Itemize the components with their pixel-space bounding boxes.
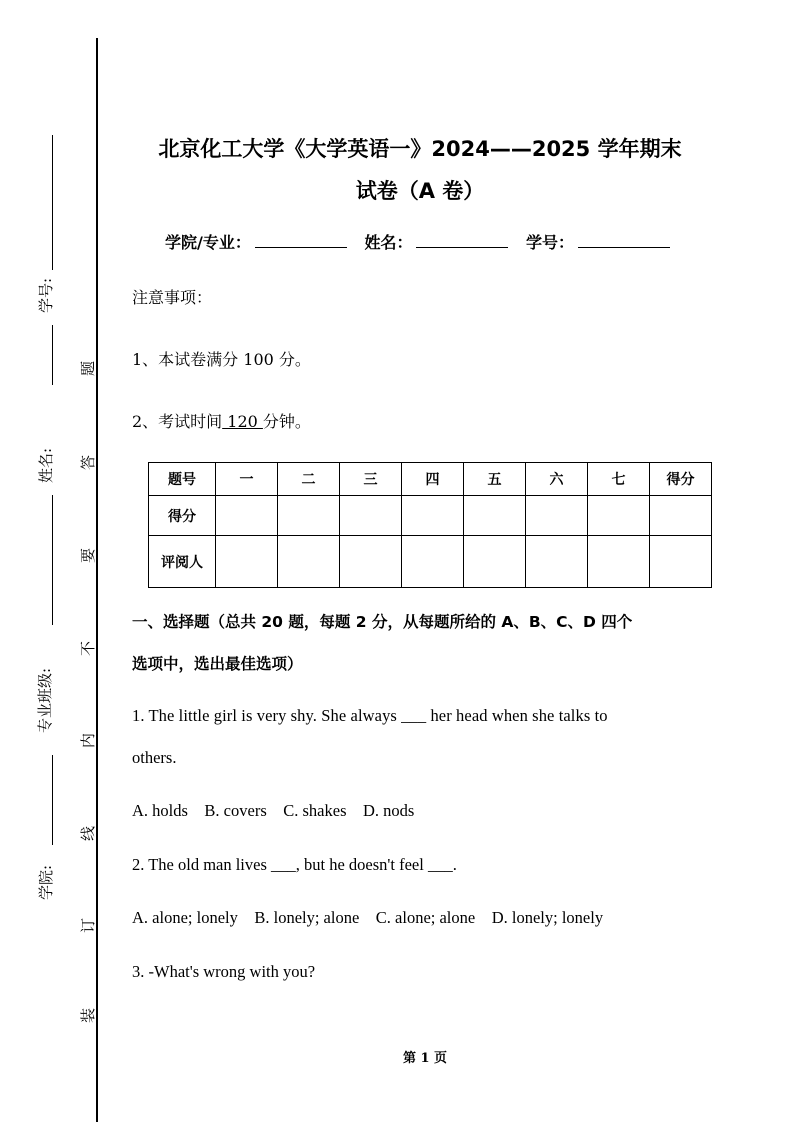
note-text: 2、考试时间 (132, 412, 223, 431)
exam-title: 北京化工大学《大学英语一》2024——2025 学年期末 (158, 137, 682, 161)
row-label: 评阅人 (149, 536, 216, 588)
question-2-options: A. alone; lonely B. lonely; alone C. alone; alone D. lonely; lonely (132, 908, 604, 927)
note-item (132, 409, 311, 432)
blank-line (52, 135, 53, 270)
grader-cell[interactable] (340, 536, 402, 588)
score-cell[interactable] (650, 496, 712, 536)
margin-label-name: 姓名: (37, 447, 56, 484)
college-label: 学院/专业： (165, 233, 251, 252)
name-label: 姓名： (364, 233, 413, 252)
question-1-stem: others. (132, 748, 177, 767)
blank-line (52, 495, 53, 625)
name-field[interactable] (416, 233, 508, 248)
question-1-stem: 1. The little girl is very shy. She always ___ her head when she talks to (132, 706, 608, 725)
margin-char: 线 (79, 825, 98, 842)
margin-char: 题 (79, 360, 98, 377)
blank-line (52, 755, 53, 845)
table-header: 题号 (149, 463, 216, 496)
blank-line (52, 325, 53, 385)
margin-char: 装 (79, 1007, 98, 1024)
id-label: 学号： (526, 233, 575, 252)
margin-char: 订 (79, 917, 98, 934)
table-header: 三 (340, 463, 402, 496)
margin-char: 答 (79, 454, 98, 471)
margin-label-major-class: 专业班级: (36, 667, 55, 734)
exam-subtitle: 试卷（A 卷） (355, 179, 485, 203)
question-1-options: A. holds B. covers C. shakes D. nods (132, 801, 415, 820)
table-header: 六 (526, 463, 588, 496)
margin-char: 不 (79, 640, 98, 657)
grader-cell[interactable] (588, 536, 650, 588)
grader-cell[interactable] (216, 536, 278, 588)
question-2-stem: 2. The old man lives ___, but he doesn't feel ___. (132, 855, 457, 874)
table-header: 五 (464, 463, 526, 496)
grader-cell[interactable] (278, 536, 340, 588)
note-item: 1、本试卷满分 100 分。 (132, 350, 311, 369)
college-field[interactable] (255, 233, 347, 248)
grader-cell[interactable] (650, 536, 712, 588)
table-header: 四 (402, 463, 464, 496)
table-header: 二 (278, 463, 340, 496)
score-cell[interactable] (464, 496, 526, 536)
margin-char: 内 (79, 732, 98, 749)
score-cell[interactable] (402, 496, 464, 536)
score-cell[interactable] (526, 496, 588, 536)
student-info-line (165, 230, 682, 253)
row-label: 得分 (149, 496, 216, 536)
margin-label-student-id: 学号: (37, 277, 56, 314)
grader-cell[interactable] (402, 536, 464, 588)
section-heading: 一、选择题（总共 20 题，每题 2 分，从每题所给的 A、B、C、D 四个 (132, 613, 633, 631)
score-cell[interactable] (588, 496, 650, 536)
table-header: 一 (216, 463, 278, 496)
margin-label-college: 学院: (37, 864, 56, 901)
score-cell[interactable] (216, 496, 278, 536)
page-number: 第 1 页 (402, 1051, 448, 1066)
exam-duration: 120 (222, 412, 263, 431)
notes-heading: 注意事项： (132, 288, 213, 307)
note-text: 分钟。 (262, 412, 311, 431)
table-header: 七 (588, 463, 650, 496)
table-header: 得分 (650, 463, 712, 496)
score-cell[interactable] (278, 496, 340, 536)
grader-cell[interactable] (464, 536, 526, 588)
score-table (148, 462, 712, 588)
binding-line (96, 38, 98, 1122)
section-heading: 选项中，选出最佳选项） (132, 655, 303, 673)
id-field[interactable] (578, 233, 670, 248)
margin-char: 要 (79, 547, 98, 564)
grader-cell[interactable] (526, 536, 588, 588)
score-cell[interactable] (340, 496, 402, 536)
question-3-stem: 3. -What's wrong with you? (132, 962, 316, 981)
